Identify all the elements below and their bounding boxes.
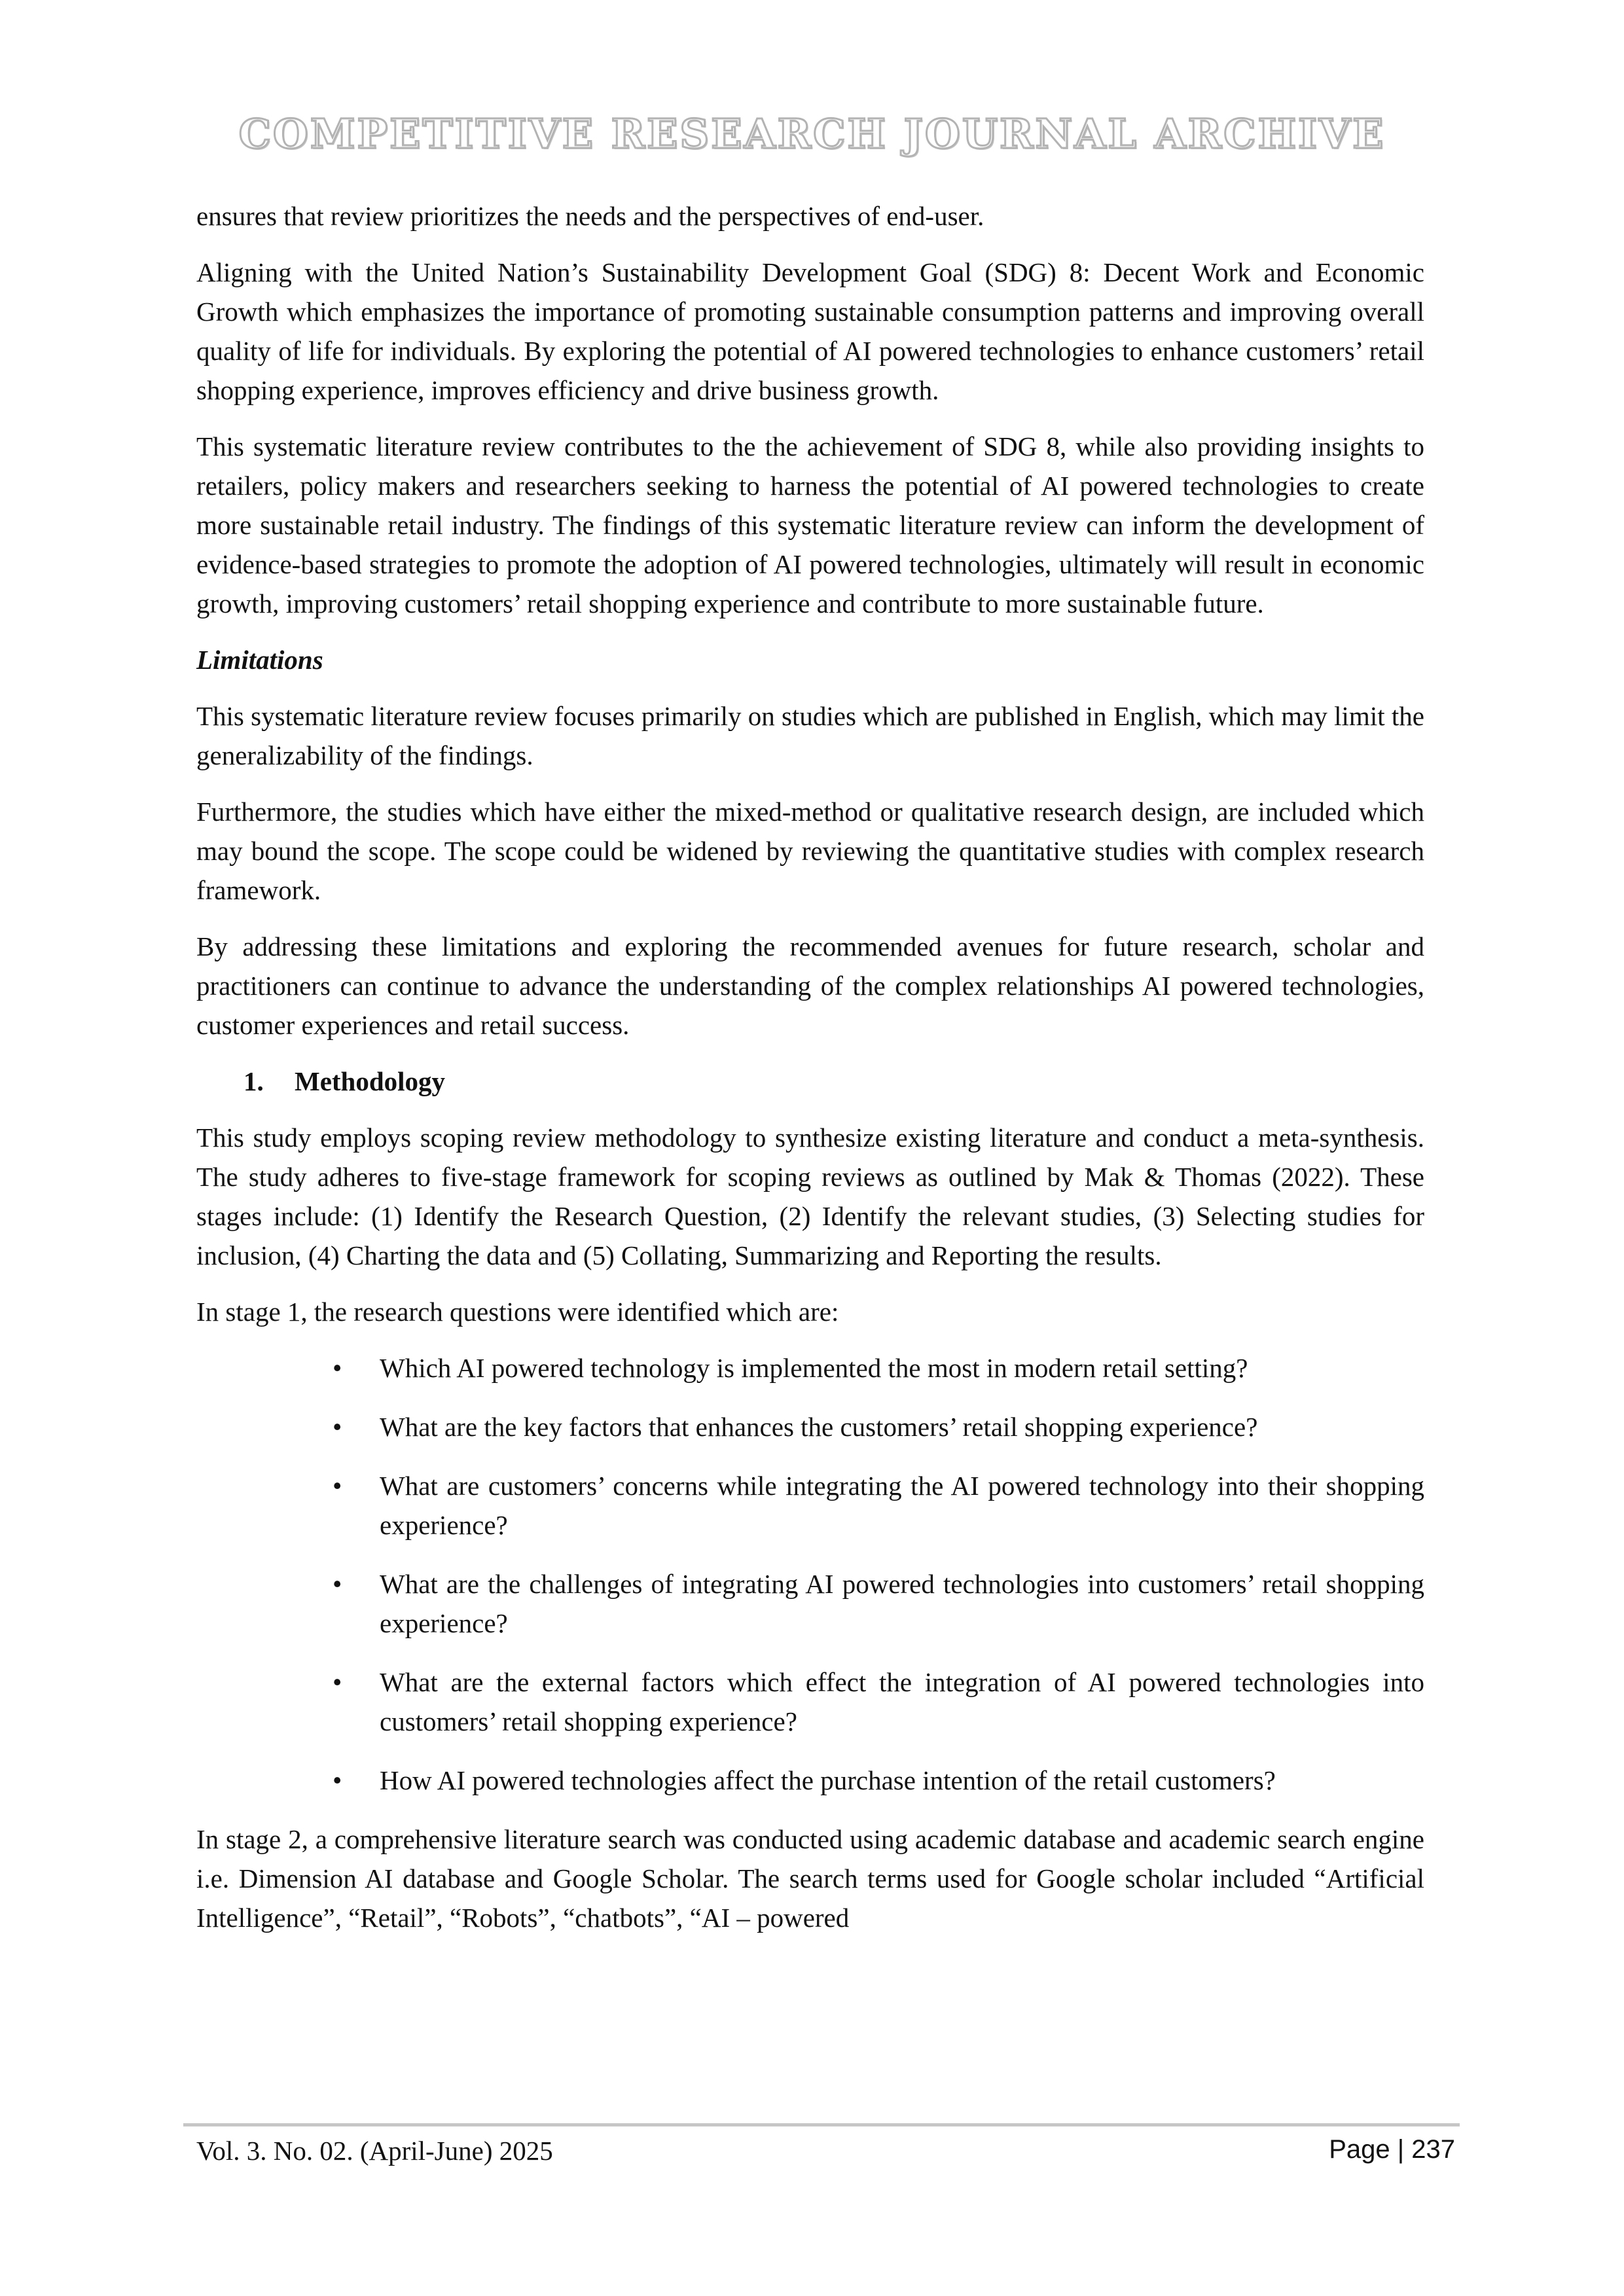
paragraph: Furthermore, the studies which have either the mixed-method or qualitative research design, are included which may bound the scope. The scope could be widened by reviewing the quantitative studies with complex research framework. — [196, 797, 1424, 905]
paragraph: By addressing these limitations and exploring the recommended avenues for future research, scholar and practitioners can continue to advance the understanding of the complex relationships AI powered technologies, customer experiences and retail success. — [196, 931, 1424, 1040]
limitations-heading: Limitations — [196, 645, 323, 675]
bullet-icon: • — [333, 1569, 342, 1599]
section-number: 1. — [244, 1066, 264, 1096]
question-text: What are the key factors that enhances the customers’ retail shopping experience? — [380, 1412, 1258, 1442]
footer-volume: Vol. 3. No. 02. (April-June) 2025 — [196, 2136, 553, 2166]
paragraph: This systematic literature review focuses primarily on studies which are published in English, which may limit the generalizability of the findings. — [196, 701, 1424, 770]
paragraph: In stage 1, the research questions were identified which are: — [196, 1297, 839, 1327]
bullet-icon: • — [333, 1353, 342, 1383]
methodology-heading — [244, 1062, 1424, 1101]
paragraph: ensures that review prioritizes the needs and the perspectives of end-user. — [196, 201, 984, 231]
paragraph: This systematic literature review contributes to the the achievement of SDG 8, while also providing insights to retailers, policy makers and researchers seeking to harness the potential of AI powered technologies to create more sustainable retail industry. The findings of this systematic literature review can inform the development of evidence-based strategies to promote the adoption of AI powered technologies, ultimately will result in economic growth, improving customers’ retail shopping experience and contribute to more sustainable future. — [196, 431, 1424, 619]
list-item — [333, 1407, 1424, 1446]
bullet-icon: • — [333, 1667, 342, 1697]
list-item — [333, 1761, 1424, 1800]
question-text: What are the challenges of integrating AI powered technologies into customers’ retail shopping experience? — [380, 1569, 1424, 1638]
question-text: Which AI powered technology is implemented the most in modern retail setting? — [380, 1353, 1248, 1383]
research-questions-list — [196, 1348, 1424, 1800]
page-number: Page | 237 — [1329, 2135, 1455, 2164]
list-item — [333, 1348, 1424, 1388]
question-text: What are the external factors which effect the integration of AI powered technologies into customers’ retail shopping experience? — [380, 1667, 1424, 1736]
paragraph: In stage 2, a comprehensive literature search was conducted using academic database and academic search engine i.e. Dimension AI database and Google Scholar. The search terms used for Google scholar included “Artificial Intelligence”, “Retail”, “Robots”, “chatbots”, “AI – powered — [196, 1824, 1424, 1933]
list-item — [333, 1564, 1424, 1643]
journal-header-title: COMPETITIVE RESEARCH JOURNAL ARCHIVE — [238, 110, 1386, 158]
bullet-icon: • — [333, 1471, 342, 1501]
list-item — [333, 1466, 1424, 1545]
paragraph: This study employs scoping review methodology to synthesize existing literature and conduct a meta-synthesis. The study adheres to five-stage framework for scoping reviews as outlined by Mak & Thomas (2022). These stages include: (1) Identify the Research Question, (2) Identify the relevant studies, (3) Selecting studies for inclusion, (4) Charting the data and (5) Collating, Summarizing and Reporting the results. — [196, 1122, 1424, 1270]
paragraph: Aligning with the United Nation’s Sustainability Development Goal (SDG) 8: Decent Work and Economic Growth which emphasizes the importance of promoting sustainable consumption patterns and improving overall quality of life for individuals. By exploring the potential of AI powered technologies to enhance customers’ retail shopping experience, improves efficiency and drive business growth. — [196, 257, 1424, 405]
bullet-icon: • — [333, 1765, 342, 1795]
section-title: Methodology — [295, 1066, 446, 1096]
question-text: How AI powered technologies affect the purchase intention of the retail customers? — [380, 1765, 1276, 1795]
question-text: What are customers’ concerns while integrating the AI powered technology into their shopping experience? — [380, 1471, 1424, 1540]
footer-divider — [183, 2123, 1460, 2126]
bullet-icon: • — [333, 1412, 342, 1442]
list-item — [333, 1662, 1424, 1741]
article-body — [196, 196, 1424, 1954]
